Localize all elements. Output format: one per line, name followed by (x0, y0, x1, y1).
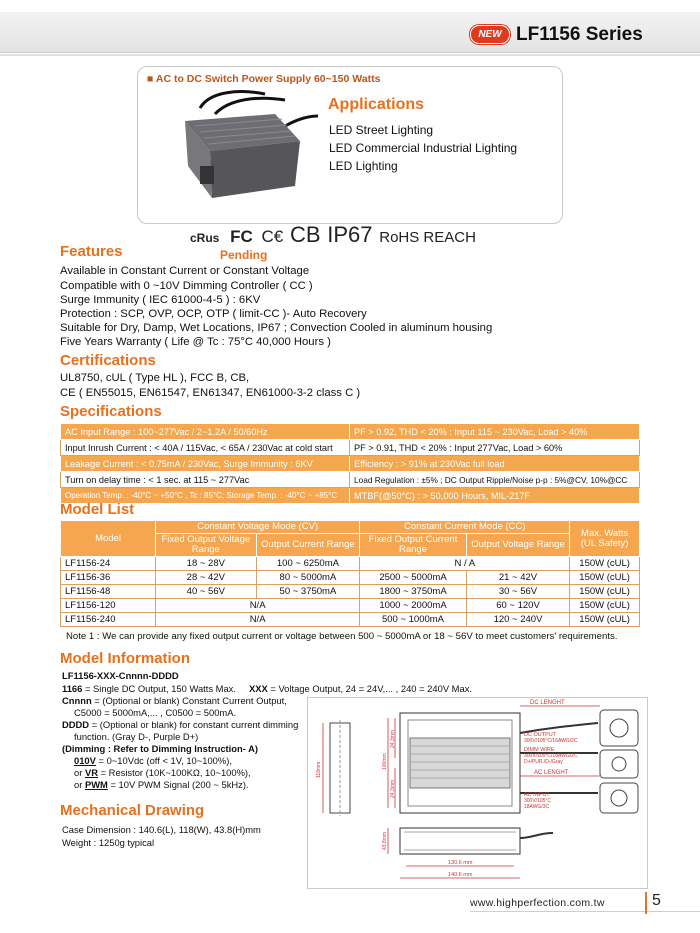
feature-item: Available in Constant Current or Constant Voltage (60, 265, 310, 277)
spec-cell: Operation Temp. : -40°C ~ +50°C , Tc : 85°C; Storage Temp. : -40°C ~ +85°C (61, 488, 350, 504)
footer-divider (470, 911, 700, 912)
ip67-logo: IP67 (327, 222, 373, 247)
label-dimm-wire: DIMM WIRE (524, 747, 555, 753)
cc-voltage-cell: 60 ~ 120V (466, 599, 570, 613)
cc-current-cell: 2500 ~ 5000mA (360, 571, 467, 585)
code-part: PWM (84, 779, 108, 790)
feature-item: Suitable for Dry, Damp, Wet Locations, IP67 ; Convection Cooled in aluminum housing (60, 322, 493, 334)
header-cv: Constant Voltage Mode (CV) (156, 521, 360, 534)
application-item: LED Lighting (329, 159, 398, 173)
cc-voltage-cell: 120 ~ 240V (466, 613, 570, 627)
model-cell: LF1156-240 (61, 613, 156, 627)
cv-voltage-cell: 40 ~ 56V (156, 585, 257, 599)
header-cv-current: Output Current Range (256, 534, 360, 557)
cv-current-cell: 50 ~ 3750mA (256, 585, 360, 599)
model-info-line (74, 767, 251, 778)
code-part: XXX (249, 683, 268, 694)
label-dc-output-spec: 300V/105°C/16AWG/2C (524, 738, 578, 744)
feature-item: Surge Immunity ( IEC 61000-4-5 ) : 6KV (60, 294, 261, 306)
new-badge: NEW (470, 25, 510, 44)
label-130mm: 130.6 mm (448, 860, 473, 866)
code-desc: = 0~10Vdc (off < 1V, 10~100%), (95, 755, 232, 766)
certifications-title: Certifications (60, 352, 156, 369)
label-ac-lenght: AC LENGHT (534, 770, 569, 776)
model-information-title: Model Information (60, 650, 190, 667)
ce-logo: C€ (261, 227, 284, 246)
mechanical-drawing-title: Mechanical Drawing (60, 802, 205, 819)
code-part: VR (84, 767, 98, 778)
model-info-line (74, 755, 232, 766)
code-part: 1166 (62, 683, 83, 694)
code-desc: or (74, 767, 85, 778)
pending-label: Pending (220, 248, 268, 262)
header-cc-voltage: Output Voltage Range (466, 534, 570, 557)
model-info-line: function. (Gray D-, Purple D+) (74, 731, 199, 742)
model-list-title: Model List (60, 501, 135, 518)
code-part: Cnnnn (62, 695, 92, 706)
model-info-line (62, 695, 287, 706)
header-divider (0, 54, 700, 56)
cv-voltage-cell: 28 ~ 42V (156, 571, 257, 585)
max-watts-cell: 150W (cUL) (570, 585, 640, 599)
label-100mm: 100mm (382, 753, 388, 770)
page-number: 5 (652, 892, 661, 909)
header-cc-current: Fixed Output Current Range (360, 534, 467, 557)
application-item: LED Commercial Industrial Lighting (329, 141, 518, 155)
cc-voltage-cell: 30 ~ 56V (466, 585, 570, 599)
table-row (61, 585, 640, 599)
mechanical-drawing (307, 697, 648, 889)
cv-cell: N/A (156, 599, 360, 613)
certification-item: CE ( EN55015, EN61547, EN61347, EN61000-3-2 class C ) (60, 387, 361, 399)
rohs-reach-logo: RoHS REACH (379, 229, 476, 246)
code-part: DDDD (62, 719, 90, 730)
case-dimensions: Case Dimension : 140.6(L), 118(W), 43.8(H)mm (62, 824, 261, 835)
label-dc-lenght: DC LENGHT (530, 700, 565, 706)
cv-current-cell: 100 ~ 6250mA (256, 557, 360, 571)
product-box-title: ■ AC to DC Switch Power Supply 60~150 Watts (147, 73, 381, 85)
label-24mm-bottom: 24.3mm (390, 779, 396, 798)
model-table (60, 520, 640, 627)
spec-row (61, 472, 640, 488)
spec-cell: AC Input Range : 100~277Vac / 2~1.2A / 50/60Hz (61, 424, 350, 440)
label-dimm-spec: 300V/105°C/18AWG/2C (524, 753, 578, 759)
header-max-watts: Max. Watts (UL Safety) (570, 521, 640, 557)
header-model: Model (61, 521, 156, 557)
label-ac-spec1: 300V/105°C (524, 798, 552, 804)
feature-item: Protection : SCP, OVP, OCP, OTP ( limit-CC )- Auto Recovery (60, 308, 367, 320)
max-watts-cell: 150W (cUL) (570, 599, 640, 613)
spec-cell: PF > 0.92, THD < 20% : Input 115 ~ 230Vac, Load > 40% (350, 424, 640, 440)
cc-current-cell: 500 ~ 1000mA (360, 613, 467, 627)
cv-voltage-cell: 18 ~ 28V (156, 557, 257, 571)
code-desc: = 10V PWM Signal (200 ~ 5kHz). (107, 779, 249, 790)
page-number-bar (645, 892, 647, 914)
table-row (61, 571, 640, 585)
label-ac-spec2: 18AWG/3C (524, 804, 550, 810)
model-cell: LF1156-24 (61, 557, 156, 571)
model-info-line (62, 719, 298, 730)
max-watts-cell: 150W (cUL) (570, 557, 640, 571)
spec-cell: Input Inrush Current : < 40A / 115Vac, < 65A / 230Vac at cold start (61, 440, 350, 456)
label-140mm: 140.6 mm (448, 872, 473, 878)
code-part: 010V (74, 755, 96, 766)
specifications-title: Specifications (60, 403, 162, 420)
product-photo (170, 86, 320, 211)
feature-item: Five Years Warranty ( Life @ Tc : 75°C 40,000 Hours ) (60, 336, 331, 348)
cv-cell: N/A (156, 613, 360, 627)
max-watts-cell: 150W (cUL) (570, 613, 640, 627)
applications-title: Applications (328, 96, 425, 113)
footer-url: www.highperfection.com.tw (470, 897, 605, 909)
cv-current-cell: 80 ~ 5000mA (256, 571, 360, 585)
model-cell: LF1156-36 (61, 571, 156, 585)
cc-current-cell: 1000 ~ 2000mA (360, 599, 467, 613)
cc-cell: N / A (360, 557, 570, 571)
model-info-line: C5000 = 5000mA,... , C0500 = 500mA. (74, 707, 237, 718)
ul-logo: cRus (190, 231, 220, 245)
header-cv-voltage: Fixed Output Voltage Range (156, 534, 257, 557)
header-cc: Constant Current Mode (CC) (360, 521, 570, 534)
feature-item: Compatible with 0 ~10V Dimming Controller ( CC ) (60, 280, 313, 292)
cc-current-cell: 1800 ~ 3750mA (360, 585, 467, 599)
features-title: Features (60, 243, 123, 260)
label-ac-input: AC INPUT (524, 792, 550, 798)
label-dc-output: DC OUTPUT (524, 732, 557, 738)
code-desc: = (Optional or blank) for constant current dimming (89, 719, 299, 730)
spec-row (61, 456, 640, 472)
cb-logo: CB (289, 222, 321, 247)
code-desc: or (74, 779, 85, 790)
max-watts-cell: 150W (cUL) (570, 571, 640, 585)
label-dimm-colors: D+/PUR./D-/Gray (524, 759, 563, 765)
certification-item: UL8750, cUL ( Type HL ), FCC B, CB, (60, 372, 250, 384)
model-info-line (74, 779, 249, 790)
label-43mm: 43.8mm (382, 831, 388, 850)
spec-cell: Turn on delay time : < 1 sec. at 115 ~ 277Vac (61, 472, 350, 488)
model-note: Note 1 : We can provide any fixed output current or voltage between 500 ~ 5000mA or 18 ~ 56V to meet customers' requirements. (66, 631, 618, 642)
spec-cell: Leakage Current : < 0.75mA / 230Vac, Surge Immunity : 6KV (61, 456, 350, 472)
model-code: LF1156-XXX-Cnnnn-DDDD (62, 670, 179, 681)
spec-cell: PF > 0.91, THD < 20% : Input 277Vac, Load > 60% (350, 440, 640, 456)
code-desc: = Resistor (10K~100KΩ, 10~100%), (97, 767, 251, 778)
table-row (61, 599, 640, 613)
spec-cell: Efficiency : > 91% at 230Vac full load (350, 456, 640, 472)
code-desc: = Single DC Output, 150 Watts Max. (82, 683, 236, 694)
table-row (61, 613, 640, 627)
weight: Weight : 1250g typical (62, 837, 155, 848)
model-info-line (62, 683, 472, 694)
spec-row (61, 424, 640, 440)
spec-row (61, 440, 640, 456)
series-title: LF1156 Series (516, 24, 643, 45)
code-desc: = Voltage Output, 24 = 24V,... , 240 = 240V Max. (267, 683, 472, 694)
mechanical-drawing-svg (308, 698, 647, 888)
certification-logos (190, 222, 476, 248)
spec-cell: MTBF(@50°C) : > 50,000 Hours, MIL-217F (350, 488, 640, 504)
table-row (61, 557, 640, 571)
fcc-logo: FC (230, 227, 253, 246)
code-desc: = (Optional or blank) Constant Current Output, (91, 695, 287, 706)
label-24mm-top: 24.3mm (390, 729, 396, 748)
model-cell: LF1156-48 (61, 585, 156, 599)
application-item: LED Street Lighting (329, 123, 434, 137)
model-header-row (61, 521, 640, 534)
model-cell: LF1156-120 (61, 599, 156, 613)
cc-voltage-cell: 21 ~ 42V (466, 571, 570, 585)
spec-row (61, 488, 640, 504)
label-118mm: 118mm (316, 761, 322, 778)
specifications-table (60, 423, 640, 504)
spec-cell: Load Regulation : ±5% ; DC Output Ripple/Noise p-p : 5%@CV, 10%@CC (350, 472, 640, 488)
model-info-line: (Dimming : Refer to Dimming Instruction- A) (62, 743, 259, 754)
